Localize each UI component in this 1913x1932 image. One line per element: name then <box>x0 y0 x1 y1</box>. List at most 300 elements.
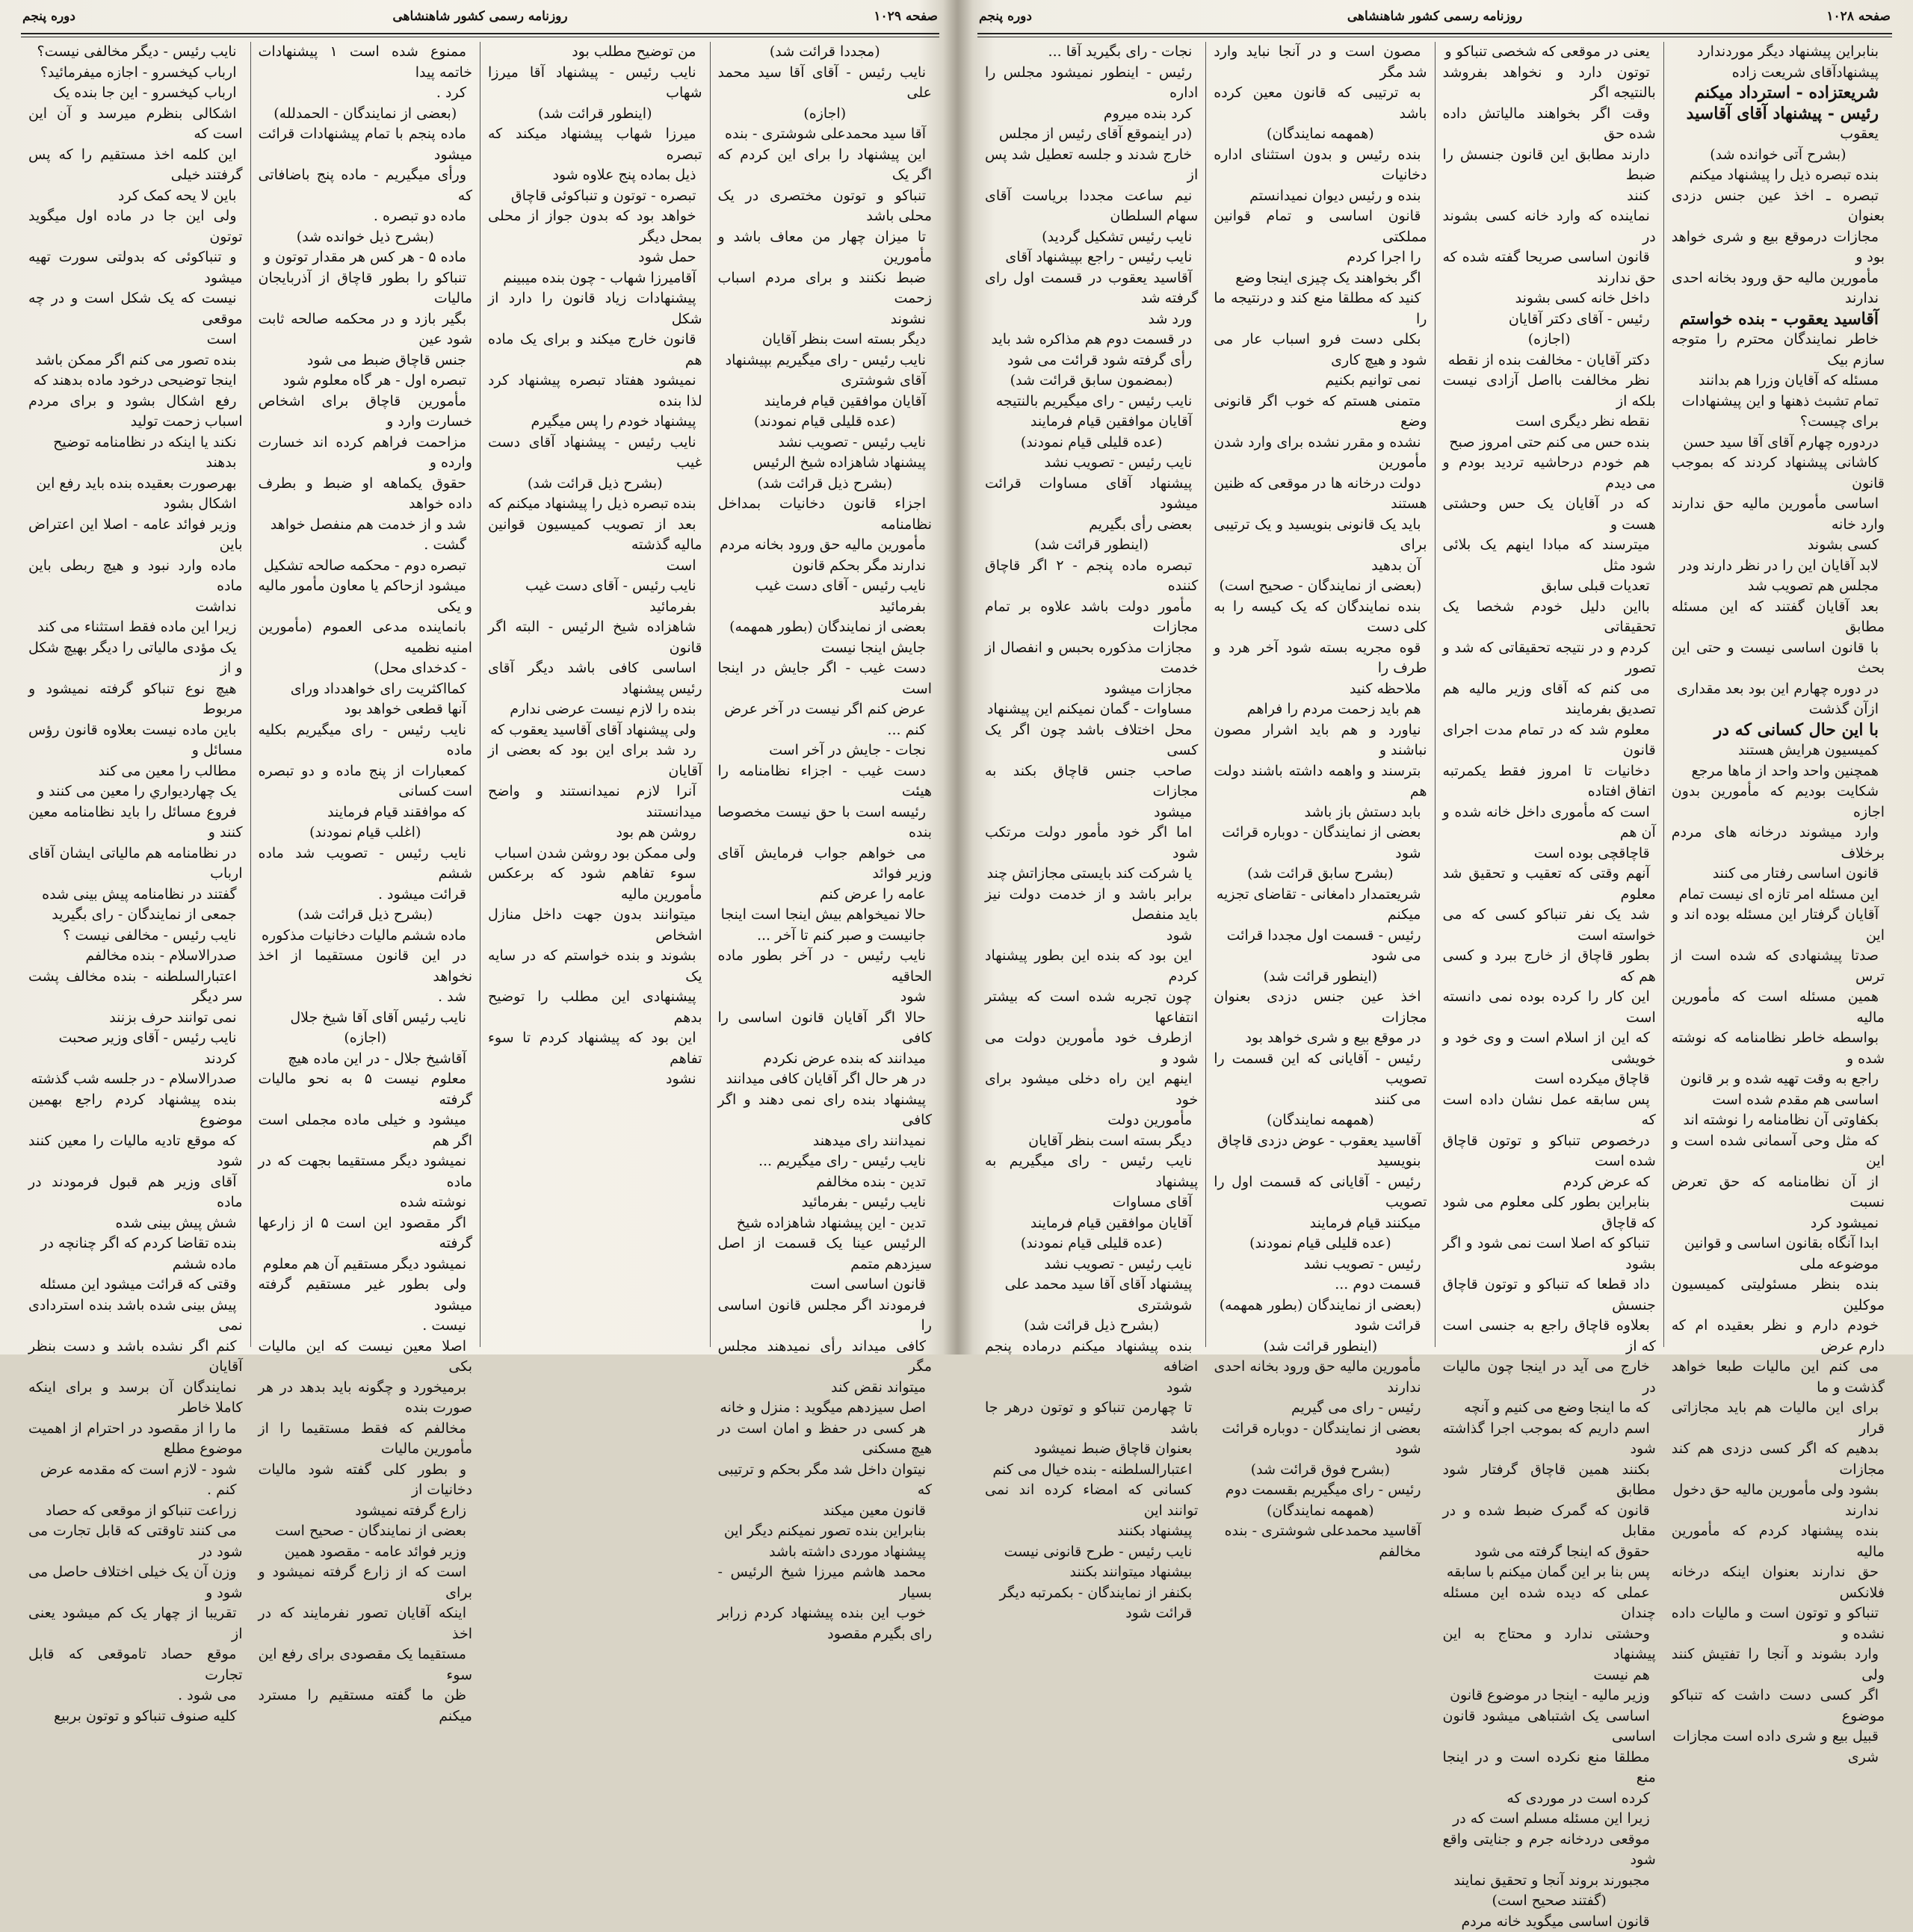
text-line: آقامیرزا شهاب - چون بنده میبینم <box>488 268 702 289</box>
text-line: دارند مطابق این قانون جنسش را ضبط <box>1443 145 1656 186</box>
text-line: میشود <box>985 802 1198 823</box>
text-line: کردم و در نتیجه تحقیقاتی که شد و تصور <box>1443 638 1656 679</box>
right-page <box>971 0 1898 1354</box>
text-line: نایب رئیس - راجع بپیشنهاد آقای <box>985 247 1198 268</box>
text-line: بواسطه خاطر نظامنامه که نوشته شده و <box>1672 1028 1885 1069</box>
text-line: شد یک نفر تنباکو کسی که می خواسته است <box>1443 905 1656 946</box>
text-line: است که مأموری داخل خانه شده و آن هم <box>1443 802 1656 843</box>
text-line: همچنین واحد واحد از ماها مرجع <box>1672 761 1885 782</box>
text-line: داخل خانه کسی بشوند <box>1443 288 1656 309</box>
text-line: میکنند قیام فرمایند <box>1214 1213 1427 1234</box>
text-line: قانون معین میکند <box>718 1501 933 1522</box>
text-line: داد قطعا که تنباکو و توتون قاچاق جنسش <box>1443 1275 1656 1316</box>
text-line: بنابراین پیشنهاد دیگر موردندارد <box>1672 42 1885 63</box>
text-line: شاهزاده شیخ الرئیس - البته اگر قانون <box>488 617 702 658</box>
stage-direction: (بشرح ذیل قرائت شد) <box>488 474 702 495</box>
text-line: پیش بینی شده باشد بنده استردادی نمی <box>28 1295 243 1337</box>
text-line: آقای وزیر هم قبول فرمودند در ماده <box>28 1172 243 1213</box>
parliament-period: دوره پنجم <box>22 9 75 24</box>
text-line: میکنم <box>1214 905 1427 926</box>
text-line: نایب رئیس - آقای دست غیب <box>718 576 933 597</box>
text-line: در قسمت دوم هم مذاکره شد باید <box>985 329 1198 350</box>
text-line: نکند یا اینکه در نظامنامه توضیح <box>28 433 243 453</box>
text-line: بنده را لازم نیست عرضی ندارم <box>488 699 702 720</box>
text-line: میشود و خیلی ماده مجملی است اگر هم <box>259 1110 473 1151</box>
header-rule <box>977 33 1892 34</box>
text-line: شود <box>985 1378 1198 1399</box>
text-line: در دوره چهارم این بود بعد مقداری <box>1672 679 1885 700</box>
text-line: نایب رئیس - طرح قانونی نیست <box>985 1542 1198 1563</box>
text-line: بعضی رأی بگیریم <box>985 515 1198 536</box>
text-line: می کنند تاوقتی که قابل تجارت می شود در <box>28 1521 243 1562</box>
text-line: آن بدهید <box>1214 556 1427 577</box>
text-line: نشود <box>488 1069 702 1090</box>
text-line: پیشنهاد شاهزاده شیخ الرئیس <box>718 453 933 474</box>
text-line: تنباکو که اصلا است نمی شود و اگر بشود <box>1443 1233 1656 1275</box>
text-line: بفرمائید <box>488 597 702 618</box>
text-line: زیرا این مسئله مسلم است که در <box>1443 1809 1656 1830</box>
stage-direction: (بشرح ذیل قرائت شد) <box>259 905 473 926</box>
text-line: روشن هم بود <box>488 823 702 843</box>
text-line: بفرمائید <box>718 597 933 618</box>
text-line: بیشنهاد میتوانند بکنند <box>985 1562 1198 1583</box>
text-line: میترسند که مبادا اینهم یک بلائی شود مثل <box>1443 535 1656 576</box>
text-line: بعلاوه قاچاق راجع به جنسی است که از <box>1443 1316 1656 1357</box>
text-line: عملی که دیده شده این مسئله چندان <box>1443 1583 1656 1624</box>
text-line: اگر کسی دست داشت که تنباکو موضوع <box>1672 1685 1885 1727</box>
text-line: رئیس - آقای دکتر آقایان <box>1443 309 1656 330</box>
text-line: بابد دستش باز باشد <box>1214 802 1427 823</box>
text-line: همین مسئله است که مأمورین مالیه <box>1672 987 1885 1028</box>
text-line: رئیس - رای می گیریم <box>1214 1398 1427 1419</box>
text-line: دست غیب - اگر جایش در اینجا است <box>718 658 933 699</box>
text-line: تمام تشبث ذهنها و این پیشنهادات <box>1672 391 1885 412</box>
masthead-title: روزنامه رسمی کشور شاهنشاهی <box>979 9 1891 24</box>
text-line: متمنی هستم که خوب اگر قانونی وضع <box>1214 391 1427 433</box>
text-line: باین لا یحه کمک کرد <box>28 186 243 207</box>
text-line: شود - لازم است که مقدمه عرض <box>28 1460 243 1481</box>
text-line: هم نیست <box>1443 1665 1656 1686</box>
text-line: نایب رئیس - پیشنهاد آقای دست غیب <box>488 433 702 474</box>
text-line: رئیس - تصویب نشد <box>1214 1254 1427 1275</box>
text-line: برمیخورد و چگونه باید بدهد در هر صورت بنده <box>259 1378 473 1419</box>
text-line: بکنفر از نمایندگان - بکمرتبه دیگر <box>985 1583 1198 1604</box>
speaker-line: با این حال کسانی که در <box>1672 720 1885 741</box>
text-line: ماده پنجم با تمام پیشنهادات قرائت میشود <box>259 124 473 165</box>
text-line: آقایان موافقین قیام فرمایند <box>985 412 1198 433</box>
text-line: محل اختلاف باشد چون اگر یک کسی <box>985 720 1198 761</box>
text-line: الرئیس عینا یک قسمت از اصل سیزدهم متمم <box>718 1233 933 1275</box>
text-line: اصل سیزدهم میگوید : منزل و خانه <box>718 1398 933 1419</box>
text-line: صدتا پیشنهادی که شده است از ترس <box>1672 946 1885 987</box>
text-line: نایب رئیس - رای میگیریم بالنتیجه <box>985 391 1198 412</box>
text-line: پیشنهادآقای شریعت زاده <box>1672 63 1885 84</box>
text-line: حق ندارند بعنوان اینکه درخانه فلانکس <box>1672 1562 1885 1603</box>
text-column <box>710 42 940 1347</box>
text-line: که ما اینجا وضع می کنیم و آنچه <box>1443 1398 1656 1419</box>
text-line: و تنباکوئی که بدولتی سورت تهیه میشود <box>28 247 243 288</box>
text-line: نایب رئیس - بفرمائید <box>718 1192 933 1213</box>
text-column <box>977 42 1205 1347</box>
speaker-line: شریعتزاده - استرداد میکنم <box>1672 83 1885 104</box>
text-line: بکنند همین قاچاق گرفتار شود مطابق <box>1443 1460 1656 1501</box>
text-line: (در اینموقع آقای رئیس از مجلس <box>985 124 1198 145</box>
text-line: کسانی که امضاء کرده اند نمی توانند این <box>985 1480 1198 1521</box>
text-line: آقا سید محمدعلی شوشتری - بنده <box>718 124 933 145</box>
text-line: آقاسید یعقوب - عوض دزدی قاچاق <box>1214 1131 1427 1152</box>
text-line: تبصره اول - هر گاه معلوم شود <box>259 371 473 391</box>
text-line: نایب رئیس - آقای آقا سید محمد علی <box>718 63 933 104</box>
text-line: عامه را عرض کنم <box>718 885 933 905</box>
text-line: تبصره دوم - محکمه صالحه تشکیل <box>259 556 473 577</box>
text-line: نجات - رای بگیرید آقا ... <box>985 42 1198 63</box>
text-line: معلوم شد که در تمام مدت اجرای قانون <box>1443 720 1656 761</box>
text-line: جنس قاچاق ضبط می شود <box>259 350 473 371</box>
text-line: اعتبارالسلطنه - بنده خیال می کنم <box>985 1460 1198 1481</box>
text-line: وزیر مالیه - اینجا در موضوع قانون <box>1443 1685 1656 1706</box>
text-line: عرض کنم اگر نیست در آخر عرض <box>718 699 933 720</box>
text-line: توتون دارد و نخواهد بفروشد بالنتیجه اگر <box>1443 63 1656 104</box>
text-line: بشود ولی مأمورین مالیه حق دخول <box>1672 1480 1885 1501</box>
text-line: ابدا آنگاه بقانون اساسی و قوانین <box>1672 1233 1885 1254</box>
text-line: نایب رئیس - تصویب نشد <box>985 453 1198 474</box>
text-line: قانون اساسی رفتار می کنند <box>1672 864 1885 885</box>
text-line: ما را از مقصود در احترام از اهمیت موضوع مطلع <box>28 1419 243 1460</box>
text-line: است <box>28 329 243 350</box>
text-line: کرد بنده میروم <box>985 104 1198 125</box>
text-line: اساسی یک اشتباهی میشود قانون اساسی <box>1443 1706 1656 1747</box>
text-line: ماده ششم <box>28 1254 243 1275</box>
text-line: در هر حال اگر آقایان کافی میدانند <box>718 1069 933 1090</box>
text-line: ضبط نکنند و برای مردم اسباب زحمت <box>718 268 933 309</box>
text-line: نقطه نظر دیگری است <box>1443 412 1656 433</box>
text-line: یا شرکت کند بایستی مجازاتش چند <box>985 864 1198 885</box>
text-line: زراعت تنباکو از موقعی که حصاد <box>28 1501 243 1522</box>
text-line: بعد از تصویب کمیسیون قوانین مالیه گذشته <box>488 515 702 556</box>
text-line: ولی بطور غیر مستقیم گرفته میشود <box>259 1275 473 1316</box>
stage-direction: (اینطور قرائت شد) <box>1214 967 1427 988</box>
text-line: بنده بنظر مسئولیتی کمیسیون موکلین <box>1672 1275 1885 1316</box>
text-line: بترسند و واهمه داشته باشند دولت هم <box>1214 761 1427 802</box>
text-line: برای این مالیات هم باید مجازاتی قرار <box>1672 1398 1885 1439</box>
masthead-title: روزنامه رسمی کشور شاهنشاهی <box>22 9 938 24</box>
text-line: کنند <box>1443 186 1656 207</box>
text-line: نجات - جایش در آخر است <box>718 740 933 761</box>
text-line: کمیسیون هرایش هستند <box>1672 740 1885 761</box>
text-line: قاچاق میکرده است <box>1443 1069 1656 1090</box>
text-line: وقتی که قرائت میشود این مسئله <box>28 1275 243 1295</box>
text-line: خودم دارم و نظر بعقیده ام که دارم عرض <box>1672 1316 1885 1357</box>
text-line: تبصره ـ اخذ عین جنس دزدی بعنوان <box>1672 186 1885 227</box>
text-line: دولت درخانه ها در موقعی که ظنین هستند <box>1214 474 1427 515</box>
text-line: رئیسه است با حق نیست مخصوصا بنده <box>718 802 933 843</box>
text-line: مخالفم <box>1214 1542 1427 1563</box>
text-line: قسمت دوم ... <box>1214 1275 1427 1295</box>
text-line: کنم . <box>28 1480 243 1501</box>
text-line: قانون اساسی و تمام قوانین مملکتی <box>1214 206 1427 247</box>
text-line: یک چهارديواري را معين می کنند و <box>28 781 243 802</box>
text-line: بکلی دست فرو اسباب عار می شود و هیچ کاری <box>1214 329 1427 371</box>
text-line: مسئله که آقایان وزرا هم بدانند <box>1672 371 1885 391</box>
text-line: کاشانی پیشنهاد کردند که بموجب قانون <box>1672 453 1885 494</box>
text-line: نشده و مقرر نشده برای وارد شدن مأمورین <box>1214 433 1427 474</box>
text-line: نایب رئیس - آقای دست غیب <box>488 576 702 597</box>
text-line: اصلا معین نیست که این مالیات بکی <box>259 1337 473 1378</box>
text-line: پیشنهاد آقای مساوات قرائت میشود <box>985 474 1198 515</box>
text-line: بنده رئیس و بدون استثنای اداره دخانیات <box>1214 145 1427 186</box>
text-line: تنباکو و توتون مختصری در یک محلی باشد <box>718 186 933 227</box>
text-line: است <box>488 556 702 577</box>
text-line: بنده تصور می کنم اگر ممکن باشد <box>28 350 243 371</box>
text-line: ندارند <box>1214 1378 1427 1399</box>
text-line: - کدخدای محل) <box>259 658 473 679</box>
text-line: خاطر نمایندگان محترم را متوجه سازم بیک <box>1672 329 1885 371</box>
text-line: بدهیم که اگر کسی دزدی هم کند مجازات <box>1672 1439 1885 1480</box>
text-line: موضوعه ملی <box>1672 1254 1885 1275</box>
text-line: بنده پیشنهاد کردم که مأمورین مالیه <box>1672 1521 1885 1562</box>
text-line: قرائت شود <box>985 1603 1198 1624</box>
text-line: در موقع بیع و شری خواهد بود <box>1214 1028 1427 1049</box>
text-line: نیم ساعت مجددا بریاست آقای سهام السلطان <box>985 186 1198 227</box>
text-line: نایب رئیس - پیشنهاد آقا میرزا شهاب <box>488 63 702 104</box>
text-line: کنم اگر نشده باشد و دست بنظر آقایان <box>28 1337 243 1378</box>
text-line: پیشنهاد خودم را پس میگیرم <box>488 412 702 433</box>
text-line: که مثل وحی آسمانی شده است و این <box>1672 1131 1885 1172</box>
text-line: مصون است و در آنجا نباید وارد شد مگر <box>1214 42 1427 83</box>
text-line: بعضی از نمایندگان - صحیح است <box>259 1521 473 1542</box>
text-line: حمل شود <box>488 247 702 268</box>
text-line: موقعی دردخانه جرم و جنایتی واقع شود <box>1443 1830 1656 1871</box>
text-line: یعقوب <box>1672 124 1885 145</box>
text-line: میشود ازحاکم یا معاون مأمور مالیه و یکی <box>259 576 473 617</box>
text-line: کرد . <box>259 83 473 104</box>
text-line: قانون که گمرک ضبط شده و در مقابل <box>1443 1501 1656 1542</box>
text-line: رد شد برای این بود که بعضی از آقایان <box>488 740 702 781</box>
text-line: صاحب جنس قاچاق بکند به مجازات <box>985 761 1198 802</box>
text-line: این پیشنهاد را برای این کردم که اگر یک <box>718 145 933 186</box>
text-line: اساسی هم مقدم شده است <box>1672 1090 1885 1111</box>
text-line: کرده است در موردی که <box>1443 1789 1656 1809</box>
text-line: می کنم این مالیات طبعا خواهد گذشت و ما <box>1672 1357 1885 1398</box>
text-line: شد و از خدمت هم منفصل خواهد <box>259 515 473 536</box>
text-line: خوب این بنده پیشنهاد کردم زرابر رای بگیرم مقصود <box>718 1603 933 1644</box>
text-line: ذیل بماده پنج علاوه شود <box>488 165 702 186</box>
text-line: شود <box>718 987 933 1008</box>
text-line: مزاحمت فراهم کرده اند خسارت وارده و <box>259 433 473 474</box>
text-line: بنده حس می کنم حتی امروز صبح <box>1443 433 1656 453</box>
text-line: بعنوان قاچاق ضبط نمیشود <box>985 1439 1198 1460</box>
text-line: حقوق که اینجا گرفته می شود <box>1443 1542 1656 1563</box>
stage-direction: (عده قلیلی قیام نمودند) <box>1214 1233 1427 1254</box>
text-line: مستقیما یک مقصودی برای رفع این سوء <box>259 1644 473 1685</box>
text-line: هیچ نوع تنباکو گرفته نمیشود و مربوط <box>28 679 243 720</box>
text-line: شریعتمدار دامغانی - تقاضای تجزیه <box>1214 885 1427 905</box>
text-line: لابد آقایان این را در نظر دارند ودر <box>1672 556 1885 577</box>
text-line: نیاورد و هم باید اشرار مصون نباشند و <box>1214 720 1427 761</box>
text-line: ندارند <box>1672 288 1885 309</box>
text-line: من توضیح مطلب بود <box>488 42 702 63</box>
text-line: قاچاقچی بوده است <box>1443 843 1656 864</box>
stage-direction: (همهمه نمایندگان) <box>1214 124 1427 145</box>
text-line: و بطور کلی گفته شود مالیات دخانیات از <box>259 1460 473 1501</box>
text-line: کنم ... <box>718 720 933 741</box>
text-line: وارد میشوند درخانه های مردم برخلاف <box>1672 823 1885 864</box>
text-line: دخانیات تا امروز فقط یکمرتبه اتفاق افتاده <box>1443 761 1656 802</box>
text-line: یعنی در موقعی که شخصی تنباکو و <box>1443 42 1656 63</box>
text-line: کافی میداند رأی نمیدهند مجلس مگر <box>718 1337 933 1378</box>
text-line: مجلس هم تصویب شد <box>1672 576 1885 597</box>
text-line: رئیس - آقایانی که قسمت اول را تصویب <box>1214 1172 1427 1213</box>
text-line: به ترتیبی که قانون معین کرده باشد <box>1214 83 1427 124</box>
text-line: برای چیست؟ <box>1672 412 1885 433</box>
text-line: اما اگر خود مأمور دولت مرتکب شود <box>985 823 1198 864</box>
text-line: برابر باشد و از خدمت دولت نیز باید منفصل <box>985 885 1198 926</box>
speaker-line: رئیس - پیشنهاد آقای آقاسید <box>1672 104 1885 125</box>
stage-direction: (همهمه نمایندگان) <box>1214 1110 1427 1131</box>
text-line: حقوق یکماهه او ضبط و بطرف داده خواهد <box>259 474 473 515</box>
stage-direction: (بشرح ذیل خوانده شد) <box>259 227 473 248</box>
text-line: مجازات میشود <box>985 679 1198 700</box>
text-line: قانون خارج میکند و برای یک ماده هم <box>488 329 702 371</box>
text-line: آقایان موافقین قیام فرمایند <box>985 1213 1198 1234</box>
text-line: نایب رئیس - تصویب نشد <box>985 1254 1198 1275</box>
text-line: بنده پیشنهاد میکنم درماده پنجم اضافه <box>985 1337 1198 1378</box>
text-line: اجزاء قانون دخانیات بمداخل نظامنامه <box>718 494 933 535</box>
text-line: نداشت <box>28 597 243 618</box>
text-line: نایب رئیس - رای میگیریم به پیشنهاد <box>985 1151 1198 1192</box>
text-line: ماده دو تبصره . <box>259 206 473 227</box>
text-line: شش پیش بینی شده <box>28 1213 243 1234</box>
text-line: بنابراین بنده تصور نمیکنم دیگر این <box>718 1521 933 1542</box>
text-line: آقای مساوات <box>985 1192 1198 1213</box>
text-line: قانون اساسی است <box>718 1275 933 1295</box>
text-line: اشکالی بنظرم میرسد و آن این است که <box>28 104 243 145</box>
text-line: بعضی از نمایندگان (بطور همهمه) <box>718 617 933 638</box>
stage-direction: (همهمه نمایندگان) <box>1214 1501 1427 1522</box>
text-line: قبیل بیع و شری داده است مجازات <box>1672 1727 1885 1747</box>
stage-direction: (مجددا قرائت شد) <box>718 42 933 63</box>
text-line: مأمور دولت باشد علاوه بر تمام مجازات <box>985 597 1198 638</box>
text-line: آقاشیخ جلال - در این ماده هیچ <box>259 1049 473 1070</box>
page-header <box>979 6 1891 31</box>
text-line: اگر مقصود این است ۵ از زارعها گرفته <box>259 1213 473 1254</box>
text-line: که موقع تادیه مالیات را معین کنند شود <box>28 1131 243 1172</box>
text-line: دیگر بسته است بنظر آقایان <box>718 329 933 350</box>
text-line: ندارند <box>1672 1501 1885 1522</box>
text-line: پس سابقه عمل نشان داده است که <box>1443 1090 1656 1131</box>
text-line: زارع گرفته نمیشود <box>259 1501 473 1522</box>
text-line: اینهم این راه دخلی میشود برای خود <box>985 1069 1198 1110</box>
text-column <box>480 42 710 1347</box>
text-line: جایش اینجا نیست <box>718 638 933 659</box>
text-line: تبصره - توتون و تنباکوئی قاچاق <box>488 186 702 207</box>
text-line: بنویسید <box>1214 1151 1427 1172</box>
speaker-line: آقاسید یعقوب - بنده خواستم <box>1672 309 1885 330</box>
text-line: آقاسید یعقوب در قسمت اول رای گرفته شد <box>985 268 1198 309</box>
text-line: تدین - این پیشنهاد شاهزاده شیخ <box>718 1213 933 1234</box>
text-line: اساسی کافی باشد دیگر آقای رئیس پیشنهاد <box>488 658 702 699</box>
text-line: شد . <box>259 987 473 1008</box>
text-line: وارد بشوند و آنجا را تفتیش کنند ولی <box>1672 1644 1885 1685</box>
text-line: نایب رئیس آقای آقا شیخ جلال <box>259 1008 473 1029</box>
text-line: تنباکو را بطور قاچاق از آذربایجان مالیات <box>259 268 473 309</box>
text-line: مجازات مذکوره بحبس و انفصال از خدمت <box>985 638 1198 679</box>
text-line: نایب رئیس - تصویب شد ماده ششم <box>259 843 473 885</box>
text-line: آقایان گرفتار این مسئله بوده اند و این <box>1672 905 1885 946</box>
text-line: میدانند که بنده عرض نکردم <box>718 1049 933 1070</box>
text-line: پس بنا بر این گمان میکنم با سابقه <box>1443 1562 1656 1583</box>
text-line: گفتند در نظامنامه پیش بینی شده <box>28 885 243 905</box>
text-line: میتواند نقض کند <box>718 1378 933 1399</box>
text-line: آقایان موافقین قیام فرمایند <box>718 391 933 412</box>
text-line: مطالب را معین می کند <box>28 761 243 782</box>
text-line: نظر مخالفت بااصل آزادی نیست بلکه از <box>1443 371 1656 412</box>
page-number: صفحه ۱۰۲۸ <box>1826 9 1891 24</box>
text-line: تبصره ماده پنجم - ۲ اگر قاچاق کننده <box>985 556 1198 597</box>
text-line: آنرا لازم نمیدانستند و واضح میدانستند <box>488 781 702 823</box>
text-line: مأمورین مالیه حق ورود بخانه احدی <box>1214 1357 1427 1378</box>
text-line: نایب رئیس - در آخر بطور ماده الحاقیه <box>718 946 933 987</box>
text-line: بشوند و بنده خواستم که در سایه یک <box>488 946 702 987</box>
text-line: ورأی میگیریم - ماده پنج باضافاتی که <box>259 165 473 206</box>
text-line: وزیر فوائد عامه - اصلا این اعتراض باین <box>28 515 243 556</box>
text-line: است که از زارع گرفته نمیشود و برای <box>259 1562 473 1603</box>
text-line: آنها قطعی خواهد بود <box>259 699 473 720</box>
text-line: محمد هاشم میرزا شیخ الرئیس - بسیار <box>718 1562 933 1603</box>
text-line: ممنوع شده است ۱ پیشنهادات خاتمه پیدا <box>259 42 473 83</box>
text-line: رئیس - رای میگیریم بقسمت دوم <box>1214 1480 1427 1501</box>
stage-direction: (بشرح سابق قرائت شد) <box>1214 864 1427 885</box>
stage-direction: (گفتند صحیح است) <box>1443 1891 1656 1912</box>
text-line: نوشته شده <box>259 1192 473 1213</box>
text-line: که این از اسلام است و وی خود و خویشی <box>1443 1028 1656 1069</box>
text-line: می خواهم جواب فرمایش آقای وزیر فوائد <box>718 843 933 885</box>
text-line: اگر بخواهند یک چیزی اینجا وضع <box>1214 268 1427 289</box>
text-line: دیگر بسته است بنظر آقایان <box>985 1131 1198 1152</box>
stage-direction: (اجازه) <box>259 1028 473 1049</box>
page-gutter <box>943 0 973 1354</box>
text-line: مأمورین مالیه حق ورود بخانه احدی <box>1672 268 1885 289</box>
text-line: خواهد بود که بدون جواز از محلی بمحل دیگر <box>488 206 702 247</box>
text-line: هم باید زحمت مردم را فراهم <box>1214 699 1427 720</box>
text-line: این کلمه اخذ مستقیم را که پس گرفتند خیلی <box>28 145 243 186</box>
text-line: بگیر بازد و در محکمه صالحه ثابت شود عین <box>259 309 473 350</box>
text-line: کلیه صنوف تنباکو و توتون بربیع <box>28 1706 243 1727</box>
text-line: ظن ما گفته مستقیم را مسترد میکنم <box>259 1685 473 1727</box>
text-line: پیشنهادات زیاد قانون را دارد از شکل <box>488 288 702 329</box>
text-line: پیشنهادی این مطلب را توضیح بدهم <box>488 987 702 1028</box>
text-line: کنید که مطلقا منع کند و درنتیجه ما را <box>1214 288 1427 329</box>
text-line: تنباکو و توتون است و مالیات داده نشده و <box>1672 1603 1885 1644</box>
text-column <box>21 42 250 1347</box>
text-line: جمعی از نمایندگان - رای بگیرید <box>28 905 243 926</box>
text-line: ارباب کیخسرو - این جا بنده یک <box>28 83 243 104</box>
text-line: نمیدانند رای میدهند <box>718 1131 933 1152</box>
text-line: مأمورین قاچاق برای اشخاص خسارت وارد و <box>259 391 473 433</box>
text-line: یک مؤدی مالیاتی را دیگر بهیچ شکل و از <box>28 638 243 679</box>
stage-direction: (عده قلیلی قیام نمودند) <box>985 433 1198 453</box>
text-line: موقع حصاد تاموقعی که قابل تجارت <box>28 1644 243 1685</box>
text-line: ارباب کیخسرو - اجازه میفرمائید؟ <box>28 63 243 84</box>
text-line: می شود <box>1214 946 1427 967</box>
text-line: دست غیب - اجزاء نظامنامه را هیئت <box>718 761 933 802</box>
text-line: شوشتری <box>985 1295 1198 1316</box>
text-line: وحشتی ندارد و محتاج به این پیشنهاد <box>1443 1624 1656 1665</box>
text-line: بعضی از نمایندگان - دوباره قرائت <box>1214 1419 1427 1440</box>
text-line: نماینده که وارد خانه کسی بشوند در <box>1443 206 1656 247</box>
text-line: تقریبا از چهار یک کم میشود یعنی از <box>28 1603 243 1644</box>
text-line: نایب رئیس - دیگر مخالفی نیست؟ <box>28 42 243 63</box>
